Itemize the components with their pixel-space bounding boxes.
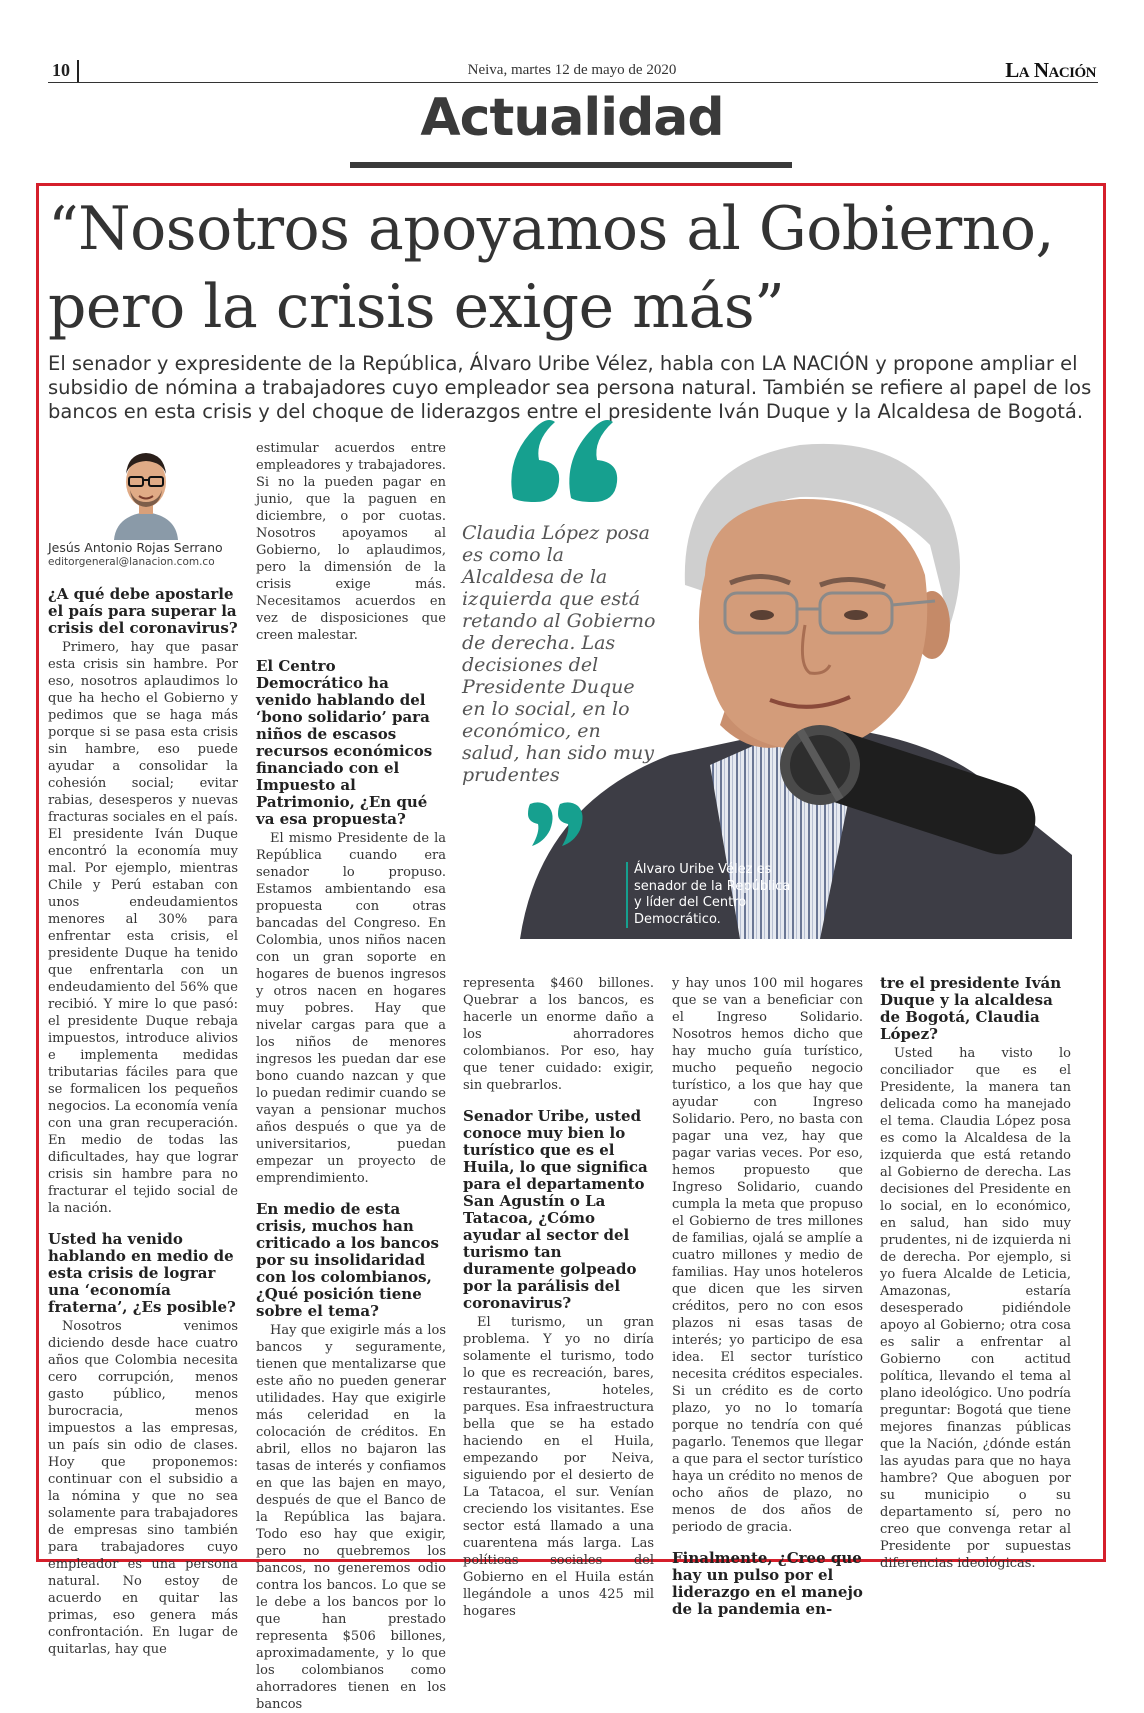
answer-6: Usted ha visto lo conciliador que es el Presidente, la manera tan delicada como ha manejado el tema. Claudia López posa es como la Alcaldesa de la izquierda que está retando al Gobierno de derecha. Las decisiones del Presidente en lo social, en lo económico, en salud, han sido muy prudentes, ni de izquierda ni de derecha. Por ejemplo, si yo fuera Alcalde de Leticia, Amazonas, estaría desesperado pidiéndole apoyo al Gobierno; otra cosa es salir a enfrentar al Gobierno con actitud política, llevando el tema al plano ideológico. Uno podría preguntar: Bogotá que tiene mejores finanzas públicas que la Nación, ¿dónde están las ayudas para que no haya hambre? Que aboguen por su municipio o su departamento sí, pero no creo que convenga retar al Presidente por supuestas diferencias ideológicas. [880, 1046, 1071, 1571]
pull-quote: Claudia López posa es como la Alcaldesa de la izquierda que está retando al Gobierno de derecha. Las decisiones del Presidente Duque en lo social, en lo económico, en salud, han sido muy prudentes [462, 522, 656, 786]
article-column-5 [880, 974, 1071, 1571]
question-3: El Centro Democrático ha venido hablando del ‘bono solidario’ para niños de escasos recursos económicos financiado con el Impuesto al Patrimonio, ¿En qué va esa propuesta? [256, 657, 433, 828]
close-quote-icon [526, 798, 586, 848]
photo-caption: Álvaro Uribe Vélez es senador de la República y líder del Centro Democrático. [634, 862, 791, 927]
author-email[interactable]: editorgeneral@lanacion.com.co [48, 556, 215, 568]
author-photo [106, 440, 186, 540]
article-column-1 [48, 585, 238, 1657]
section-title: Actualidad [420, 88, 724, 148]
answer-3: El mismo Presidente de la República cuando era senador lo propuso. Estamos ambientando esa propuesta con otras bancadas del Congreso. En Colombia, unos niños nacen con un gran soporte en hogares de buenos ingresos y otros nacen en hogares muy pobres. Hay que nivelar cargas para que a los niños de menores ingresos les puedan dar ese bono cuando nazcan y que lo puedan redimir cuando se vayan a pensionar muchos años después o que ya de universitarios, puedan empezar un proyecto de emprendimiento. [256, 831, 446, 1186]
author-name: Jesús Antonio Rojas Serrano [48, 540, 223, 555]
question-2: Usted ha venido hablando en medio de esta crisis de lograr una ‘economía fraterna’, ¿Es posible? [48, 1230, 236, 1316]
article-column-3 [463, 975, 654, 1619]
answer-2: Nosotros venimos diciendo desde hace cuatro años que Colombia necesita cero corrupción, menos gasto público, menos burocracia, menos impuestos a las empresas, un país sin odio de clases. Hoy que proponemos: continuar con el subsidio a la nómina y que no sea solamente para trabajadores de empresas sino también para trabajadores cuyo empleador es una persona natural. No estoy de acuerdo en quitar las primas, eso genera más confrontación. En lugar de quitarlas, hay que [48, 1319, 238, 1657]
question-6-continued: tre el presidente Iván Duque y la alcaldesa de Bogotá, Claudia López? [880, 974, 1062, 1043]
article-column-4 [672, 975, 863, 1618]
headline-line-2: pero la crisis exige más” [48, 272, 785, 342]
answer-2-continued: estimular acuerdos entre empleadores y trabajadores. Si no la pueden pagar en junio, que la paguen en diciembre, o por cuotas. Nosotros apoyamos al Gobierno, lo aplaudimos, pero la dimensión de la crisis exige más. Necesitamos acuerdos en vez de disposiciones que creen malestar. [256, 441, 446, 643]
question-1: ¿A qué debe apostarle el país para superar la crisis del coronavirus? [48, 585, 238, 637]
question-5: Senador Uribe, usted conoce muy bien lo turístico que es el Huila, lo que significa para el departamento San Agustín o La Tatacoa, ¿Cómo ayudar al sector del turismo tan duramente golpeado por la parálisis del coronavirus? [463, 1107, 648, 1312]
page-number: 10 [52, 60, 70, 80]
answer-1: Primero, hay que pasar esta crisis sin hambre. Por eso, nosotros aplaudimos lo que ha hecho el Gobierno y pedimos que se haga más porque si se pasa esta crisis sin hambre, eso puede ayudar a consolidar la cohesión social; evitar rabias, desesperos y nuevas fracturas sociales en el país. El presidente Iván Duque encontró la economía muy mal. Por ejemplo, mientras Chile y Perú estaban con unos endeudamientos menores al 30% para enfrentar esta crisis, el presidente Duque ha tenido que enfrentarla con un endeudamiento del 56% que recibió. Y mire lo que pasó: el presidente Duque rebaja impuestos, introduce alivios e implementa medidas tributarias fáciles para que se formalicen los pequeños negocios. La economía venía con una gran recuperación. En medio de todas las dificultades, hay que lograr crisis sin hambre para no fracturar el tejido social de la nación. [48, 640, 238, 1216]
answer-5: El turismo, un gran problema. Y yo no diría solamente el turismo, todo lo que es recreación, bares, restaurantes, hoteles, parques. Esa infraestructura bella que se ha estado haciendo en el Huila, empezando por Neiva, siguiendo por el desierto de La Tatacoa, el sur. Venían creciendo los visitantes. Ese sector está llamado a una cuarentena más larga. Las políticas sociales del Gobierno en el Huila están llegándole a unos 425 mil hogares [463, 1315, 654, 1619]
answer-5-continued: y hay unos 100 mil hogares que se van a beneficiar con el Ingreso Solidario. Nosotros hemos dicho que hay mucho guía turístico, mucho pequeño negocio turístico, a los que hay que ayudar con Ingreso Solidario. Pero, no basta con pagar una vez, hay que pagar varias veces. Por eso, hemos propuesto que Ingreso Solidario, cuando cumpla la meta que propuso el Gobierno de tres millones de familias, ojalá se amplíe a cuatro millones y medio de familias. Hay unos hoteleros que dicen que les sirven créditos, pero no con esos plazos ni esas tasas de interés; yo participo de esa idea. El sector turístico necesita créditos especiales. Si un crédito es de corto plazo, yo no lo tomaría porque no tendría con qué pagarlo. Tenemos que llegar a que para el sector turístico haya un crédito no menos de ocho años de plazo, no menos de dos años de periodo de gracia. [672, 976, 863, 1535]
caption-accent-bar [626, 862, 628, 928]
answer-4: Hay que exigirle más a los bancos y seguramente, tienen que mentalizarse que este año no pueden generar utilidades. Hay que exigirle más celeridad en la colocación de créditos. En abril, ellos no bajaron las tasas de interés y confiamos en que las bajen en mayo, después de que el Banco de la República las bajara. Todo eso hay que exigir, pero no quebremos los bancos, no generemos odio contra los bancos. Lo que se le debe a los bancos por lo que han prestado representa $506 billones, aproximadamente, y lo que los colombianos como ahorradores tienen en los bancos [256, 1323, 446, 1712]
question-6: Finalmente, ¿Cree que hay un pulso por el liderazgo en el manejo de la pandemia en- [672, 1549, 863, 1618]
answer-4-continued: representa $460 billones. Quebrar a los bancos, es hacerle un enorme daño a los ahorradores colombianos. Por eso, hay que tener cuidado: exigir, sin quebrarlos. [463, 976, 654, 1093]
header-date: Neiva, martes 12 de mayo de 2020 [467, 62, 677, 78]
masthead-logo: La Nación [1005, 58, 1096, 82]
article-deck: El senador y expresidente de la República, Álvaro Uribe Vélez, habla con LA NACIÓN y propone ampliar el subsidio de nómina a trabajadores cuyo empleador sea persona natural. También se refiere al papel de los bancos en esta crisis y del choque de liderazgos entre el presidente Iván Duque y la Alcaldesa de Bogotá. [48, 352, 1092, 423]
article-column-2 [256, 440, 446, 1712]
article-headline [48, 190, 1098, 346]
headline-line-1: “Nosotros apoyamos al Gobierno, [48, 194, 1055, 264]
section-rule [350, 162, 792, 168]
open-quote-icon [505, 408, 625, 508]
header-rule [48, 82, 1098, 83]
question-4: En medio de esta crisis, muchos han criticado a los bancos por su insolidaridad con los colombianos, ¿Qué posición tiene sobre el tema? [256, 1200, 439, 1320]
